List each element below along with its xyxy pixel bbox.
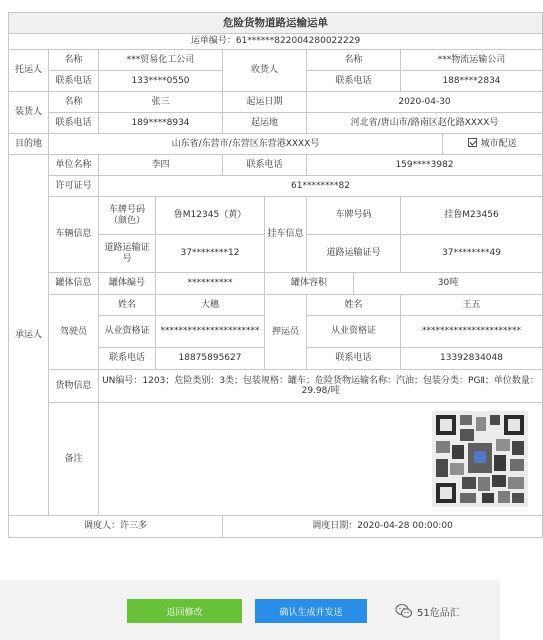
escort-cert-label: 从业资格证: [307, 316, 401, 348]
tank-info-label: 罐体信息: [49, 273, 99, 295]
loader-name-label: 名称: [49, 92, 99, 113]
shipper-phone-label: 联系电话: [49, 71, 99, 92]
escort-name: 王五: [401, 295, 543, 316]
tank-number-label: 罐体编号: [99, 273, 156, 295]
dispatcher-name: 许三多: [120, 521, 148, 532]
transport-cert: 37********12: [156, 235, 265, 273]
escort-name-label: 姓名: [307, 295, 401, 316]
carrier-phone: 159****3982: [307, 155, 543, 176]
back-edit-button[interactable]: 返回修改: [127, 599, 242, 623]
city-delivery-checkbox[interactable]: [468, 138, 477, 147]
cargo-info: UN编号：1203；危险类别：3类；包装规格：罐车；危险货物运输名称：汽油；包装分类：PGⅡ；单位数量：29.98/吨: [99, 370, 543, 403]
transport-cert-label: 道路运输证号: [99, 235, 156, 273]
loader-name: 张三: [99, 92, 223, 113]
driver-name: 大穗: [156, 295, 265, 316]
loader-section-label: 装货人: [9, 92, 49, 134]
waybill-number-label: 运单编号: [190, 36, 227, 47]
qr-code-icon: [432, 411, 528, 507]
shipper-section-label: 托运人: [9, 50, 49, 92]
escort-section-label: 押运员: [265, 295, 307, 370]
remarks-label: 备注: [49, 403, 99, 516]
tank-number: **********: [156, 273, 265, 295]
dispatch-date: 2020-04-28 00:00:00: [357, 521, 453, 532]
driver-phone: 18875895627: [156, 348, 265, 370]
driver-section-label: 驾驶员: [49, 295, 99, 370]
consignee-name: ***物流运输公司: [401, 50, 543, 71]
carrier-unit: 李四: [99, 155, 223, 176]
permit-number: 61********82: [99, 176, 543, 197]
confirm-send-button[interactable]: 确认生成并发送: [255, 599, 367, 623]
page-title: 危险货物道路运输运单: [9, 13, 543, 34]
driver-phone-label: 联系电话: [99, 348, 156, 370]
escort-phone: 13392834048: [401, 348, 543, 370]
trailer-cert: 37********49: [401, 235, 543, 273]
trailer-plate: 挂鲁M23456: [401, 197, 543, 235]
shipper-name-label: 名称: [49, 50, 99, 71]
city-delivery-option[interactable]: [443, 134, 543, 155]
dispatcher-label: 调度人：: [83, 521, 120, 532]
driver-name-label: 姓名: [99, 295, 156, 316]
wechat-icon: [395, 602, 413, 620]
cargo-info-label: 货物信息: [49, 370, 99, 403]
waybill-number-row: 运单编号：61******822004280022229: [9, 34, 543, 50]
carrier-phone-label: 联系电话: [223, 155, 307, 176]
consignee-phone: 188****2834: [401, 71, 543, 92]
driver-cert: **********************: [156, 316, 265, 348]
destination-label: 目的地: [9, 134, 49, 155]
plate-number: 鲁M12345（黄）: [156, 197, 265, 235]
destination-address: 山东省/东营市/东营区东营港XXXX号: [49, 134, 443, 155]
loader-phone: 189****8934: [99, 113, 223, 134]
plate-label: 车牌号码（颜色）: [99, 197, 156, 235]
loader-phone-label: 联系电话: [49, 113, 99, 134]
departure-date-label: 起运日期: [223, 92, 307, 113]
permit-label: 许可证号: [49, 176, 99, 197]
consignee-phone-label: 联系电话: [307, 71, 401, 92]
origin-address: 河北省/唐山市/路南区赵化路XXXX号: [307, 113, 543, 134]
escort-phone-label: 联系电话: [307, 348, 401, 370]
city-delivery-label: 城市配送: [480, 139, 517, 150]
waybill-number: 61******822004280022229: [235, 36, 361, 47]
shipper-phone: 133****0550: [99, 71, 223, 92]
carrier-unit-label: 单位名称: [49, 155, 99, 176]
trailer-plate-label: 车牌号码: [307, 197, 401, 235]
waybill-table: [8, 12, 543, 538]
driver-cert-label: 从业资格证: [99, 316, 156, 348]
brand-watermark: [395, 602, 460, 620]
escort-cert: **********************: [401, 316, 543, 348]
vehicle-info-label: 车辆信息: [49, 197, 99, 273]
carrier-section-label: 承运人: [9, 155, 49, 516]
tank-capacity-label: 罐体容积: [265, 273, 354, 295]
action-footer: [0, 580, 500, 640]
dispatcher-cell: [9, 516, 223, 538]
waybill-form: [8, 12, 539, 569]
shipper-name: ***贸易化工公司: [99, 50, 223, 71]
dispatch-date-label: 调度日期：: [312, 521, 358, 532]
origin-label: 起运地: [223, 113, 307, 134]
remarks-area: [99, 403, 543, 516]
consignee-name-label: 名称: [307, 50, 401, 71]
tank-capacity: 30吨: [354, 273, 543, 295]
consignee-section-label: 收货人: [223, 50, 307, 92]
trailer-cert-label: 道路运输证号: [307, 235, 401, 273]
dispatch-date-cell: [223, 516, 543, 538]
brand-name: 51危品汇: [417, 607, 460, 619]
trailer-info-label: 挂车信息: [265, 197, 307, 273]
departure-date: 2020-04-30: [307, 92, 543, 113]
